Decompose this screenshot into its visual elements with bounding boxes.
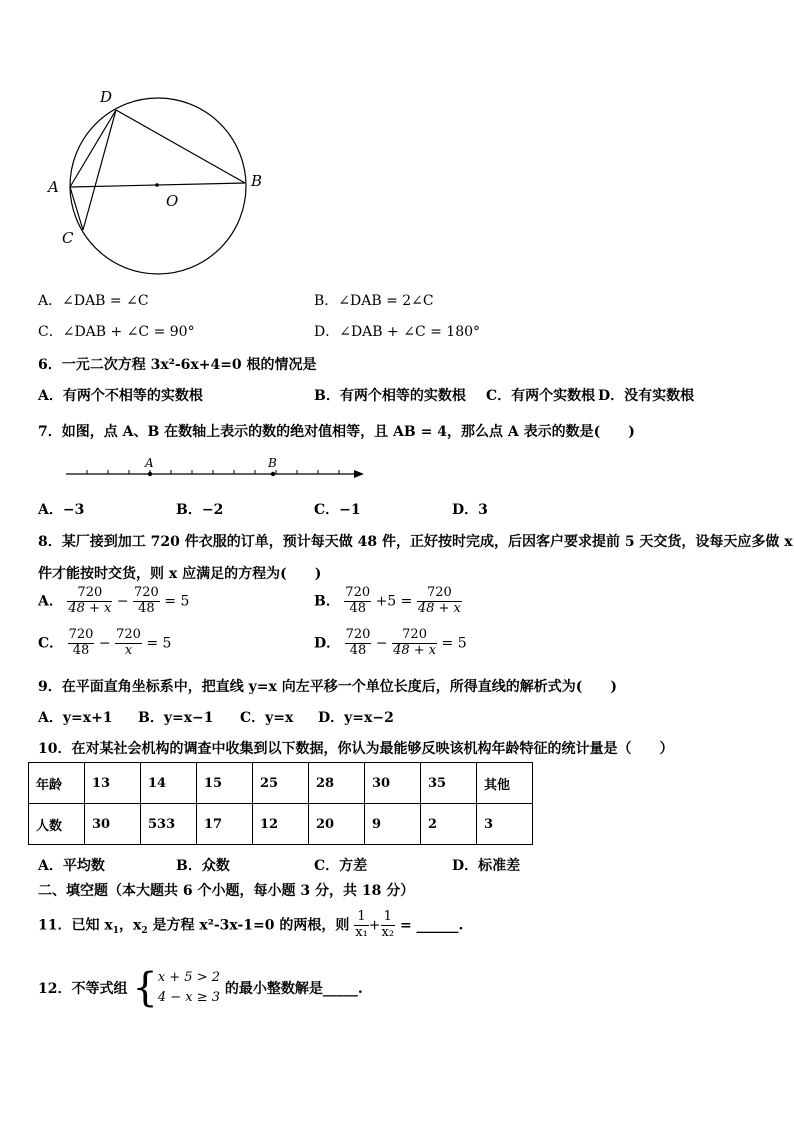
segment-db	[116, 110, 245, 183]
numerator: 720	[68, 627, 94, 642]
denominator: 48 + x	[417, 600, 461, 616]
table-cell: 25	[253, 763, 309, 804]
q5-option-c[interactable]: C．∠DAB + ∠C = 90°	[38, 324, 195, 340]
fraction	[344, 586, 371, 617]
denominator: x	[124, 642, 133, 658]
q12-prefix: 12．不等式组	[38, 981, 128, 997]
q9-option-c[interactable]: C．y=x	[240, 710, 294, 726]
fraction	[115, 628, 142, 659]
number-line	[60, 454, 372, 484]
q8-option-a[interactable]	[38, 586, 189, 617]
table-cell: 12	[253, 804, 309, 845]
q6-option-b[interactable]: B．有两个相等的实数根	[314, 388, 466, 404]
q11-plus: +	[368, 917, 381, 934]
q8-option-c[interactable]	[38, 628, 171, 659]
point-b-label: B	[268, 456, 277, 470]
point-a	[148, 472, 152, 476]
age-table	[28, 762, 533, 845]
q6-stem: 6．一元二次方程 3x²-6x+4=0 根的情况是	[38, 357, 317, 373]
fraction	[381, 910, 396, 941]
q11-sub2: 2	[141, 926, 148, 937]
table-cell: 人数	[29, 804, 85, 845]
number-line-arrow	[354, 470, 364, 478]
q7-option-c[interactable]: C．−1	[314, 502, 361, 518]
q12-suffix: 的最小整数解是_____.	[224, 981, 363, 997]
denominator: 48 + x	[68, 600, 112, 616]
fraction	[417, 586, 462, 617]
table-row	[29, 804, 533, 845]
table-cell: 年龄	[29, 763, 85, 804]
q8-stem-line2: 件才能按时交货，则 x 应满足的方程为( )	[38, 566, 322, 582]
q11-mid2: 是方程 x²-3x-1=0 的两根，则	[147, 917, 350, 934]
table-cell: 30	[85, 804, 141, 845]
label-b: B	[251, 172, 263, 190]
circle-figure	[40, 86, 280, 282]
operator: +5 =	[375, 593, 413, 610]
label-c: C	[62, 229, 74, 247]
segment-da	[70, 110, 116, 187]
q10-option-b[interactable]: B．众数	[176, 858, 230, 874]
q8-option-b-letter: B．	[314, 593, 340, 610]
table-cell: 20	[309, 804, 365, 845]
q10-stem: 10．在对某社会机构的调查中收集到以下数据，你认为最能够反映该机构年龄特征的统计量是（ ）	[38, 741, 674, 757]
q9-option-b[interactable]: B．y=x−1	[138, 710, 214, 726]
table-cell: 533	[141, 804, 197, 845]
segment-ac	[70, 187, 83, 230]
table-cell: 28	[309, 763, 365, 804]
label-a: A	[48, 178, 59, 196]
q11-prefix: 11．已知 x	[38, 917, 113, 934]
denominator: x₁	[355, 924, 368, 940]
table-cell: 17	[197, 804, 253, 845]
table-cell: 13	[85, 763, 141, 804]
q8-option-a-letter: A．	[38, 593, 63, 610]
table-cell: 15	[197, 763, 253, 804]
numerator: 720	[345, 585, 371, 600]
denominator: 48	[72, 642, 90, 658]
q12-line1: x + 5 > 2	[157, 970, 221, 985]
numerator: 720	[417, 586, 462, 602]
q8-option-d[interactable]	[314, 628, 467, 659]
q10-option-d[interactable]: D．标准差	[452, 858, 521, 874]
operator: −	[375, 635, 388, 652]
q8-option-b[interactable]	[314, 586, 462, 617]
q9-option-d[interactable]: D．y=x−2	[318, 710, 394, 726]
q7-stem: 7．如图，点 A、B 在数轴上表示的数的绝对值相等，且 AB = 4，那么点 A 表示的数是( )	[38, 424, 635, 440]
label-o: O	[166, 192, 179, 210]
rhs: = 5	[164, 593, 190, 610]
q10-option-a[interactable]: A．平均数	[38, 858, 105, 874]
numerator: 720	[345, 627, 371, 642]
fraction	[354, 910, 369, 941]
denominator: 48 + x	[393, 642, 437, 658]
numerator: 720	[134, 585, 159, 600]
fraction	[133, 586, 160, 617]
point-b	[271, 472, 275, 476]
center-dot	[155, 183, 159, 187]
table-cell: 9	[365, 804, 421, 845]
q6-option-d[interactable]: D．没有实数根	[598, 388, 695, 404]
q5-option-b[interactable]: B．∠DAB = 2∠C	[314, 293, 434, 309]
fraction	[345, 628, 372, 659]
q9-option-a[interactable]: A．y=x+1	[38, 710, 113, 726]
table-row	[29, 763, 533, 804]
point-a-label: A	[145, 456, 154, 470]
q8-stem-line1: 8．某厂接到加工 720 件衣服的订单，预计每天做 48 件，正好按时完成，后因客户要求提前 5 天交货，设每天应多做 x	[38, 534, 793, 550]
q8-option-c-letter: C．	[38, 635, 64, 652]
rhs: = 5	[441, 635, 467, 652]
fraction	[68, 628, 95, 659]
operator: −	[116, 593, 129, 610]
fraction	[392, 628, 437, 659]
numerator: 720	[116, 627, 141, 642]
operator: −	[98, 635, 111, 652]
q6-option-c[interactable]: C．有两个实数根	[486, 388, 596, 404]
q7-option-a[interactable]: A．−3	[38, 502, 85, 518]
q7-option-b[interactable]: B．−2	[176, 502, 224, 518]
q8-option-d-letter: D．	[314, 635, 341, 652]
numerator: 1	[354, 910, 369, 926]
q12-line2: 4 − x ≥ 3	[157, 990, 221, 1005]
numerator: 720	[392, 628, 437, 644]
table-cell: 35	[421, 763, 477, 804]
q7-option-d[interactable]: D．3	[452, 502, 488, 518]
table-cell: 3	[477, 804, 533, 845]
denominator: 48	[349, 600, 366, 616]
q5-option-a[interactable]: A．∠DAB = ∠C	[38, 293, 149, 309]
fraction	[67, 586, 112, 617]
q9-stem: 9．在平面直角坐标系中，把直线 y=x 向左平移一个单位长度后，所得直线的解析式为( )	[38, 679, 617, 695]
q11-suffix: = ______.	[399, 917, 464, 934]
denominator: 48	[138, 600, 155, 616]
q11-sub1: 1	[112, 926, 119, 937]
table-cell: 30	[365, 763, 421, 804]
table-cell: 2	[421, 804, 477, 845]
rhs: = 5	[146, 635, 172, 652]
table-cell: 其他	[477, 763, 533, 804]
brace-icon: {	[132, 965, 158, 1011]
q10-option-c[interactable]: C．方差	[314, 858, 368, 874]
q11-mid: ，x	[118, 917, 142, 934]
q5-option-d[interactable]: D．∠DAB + ∠C = 180°	[314, 324, 481, 340]
section-title: 二、填空题（本大题共 6 个小题，每小题 3 分，共 18 分）	[38, 883, 415, 899]
numerator: 1	[381, 910, 396, 926]
q11	[38, 910, 463, 941]
label-d: D	[100, 88, 113, 106]
q6-option-a[interactable]: A．有两个不相等的实数根	[38, 388, 203, 404]
numerator: 720	[67, 586, 112, 602]
denominator: x₂	[381, 924, 395, 940]
table-cell: 14	[141, 763, 197, 804]
denominator: 48	[349, 642, 367, 658]
q12	[38, 965, 363, 1011]
segment-dc	[83, 110, 116, 230]
